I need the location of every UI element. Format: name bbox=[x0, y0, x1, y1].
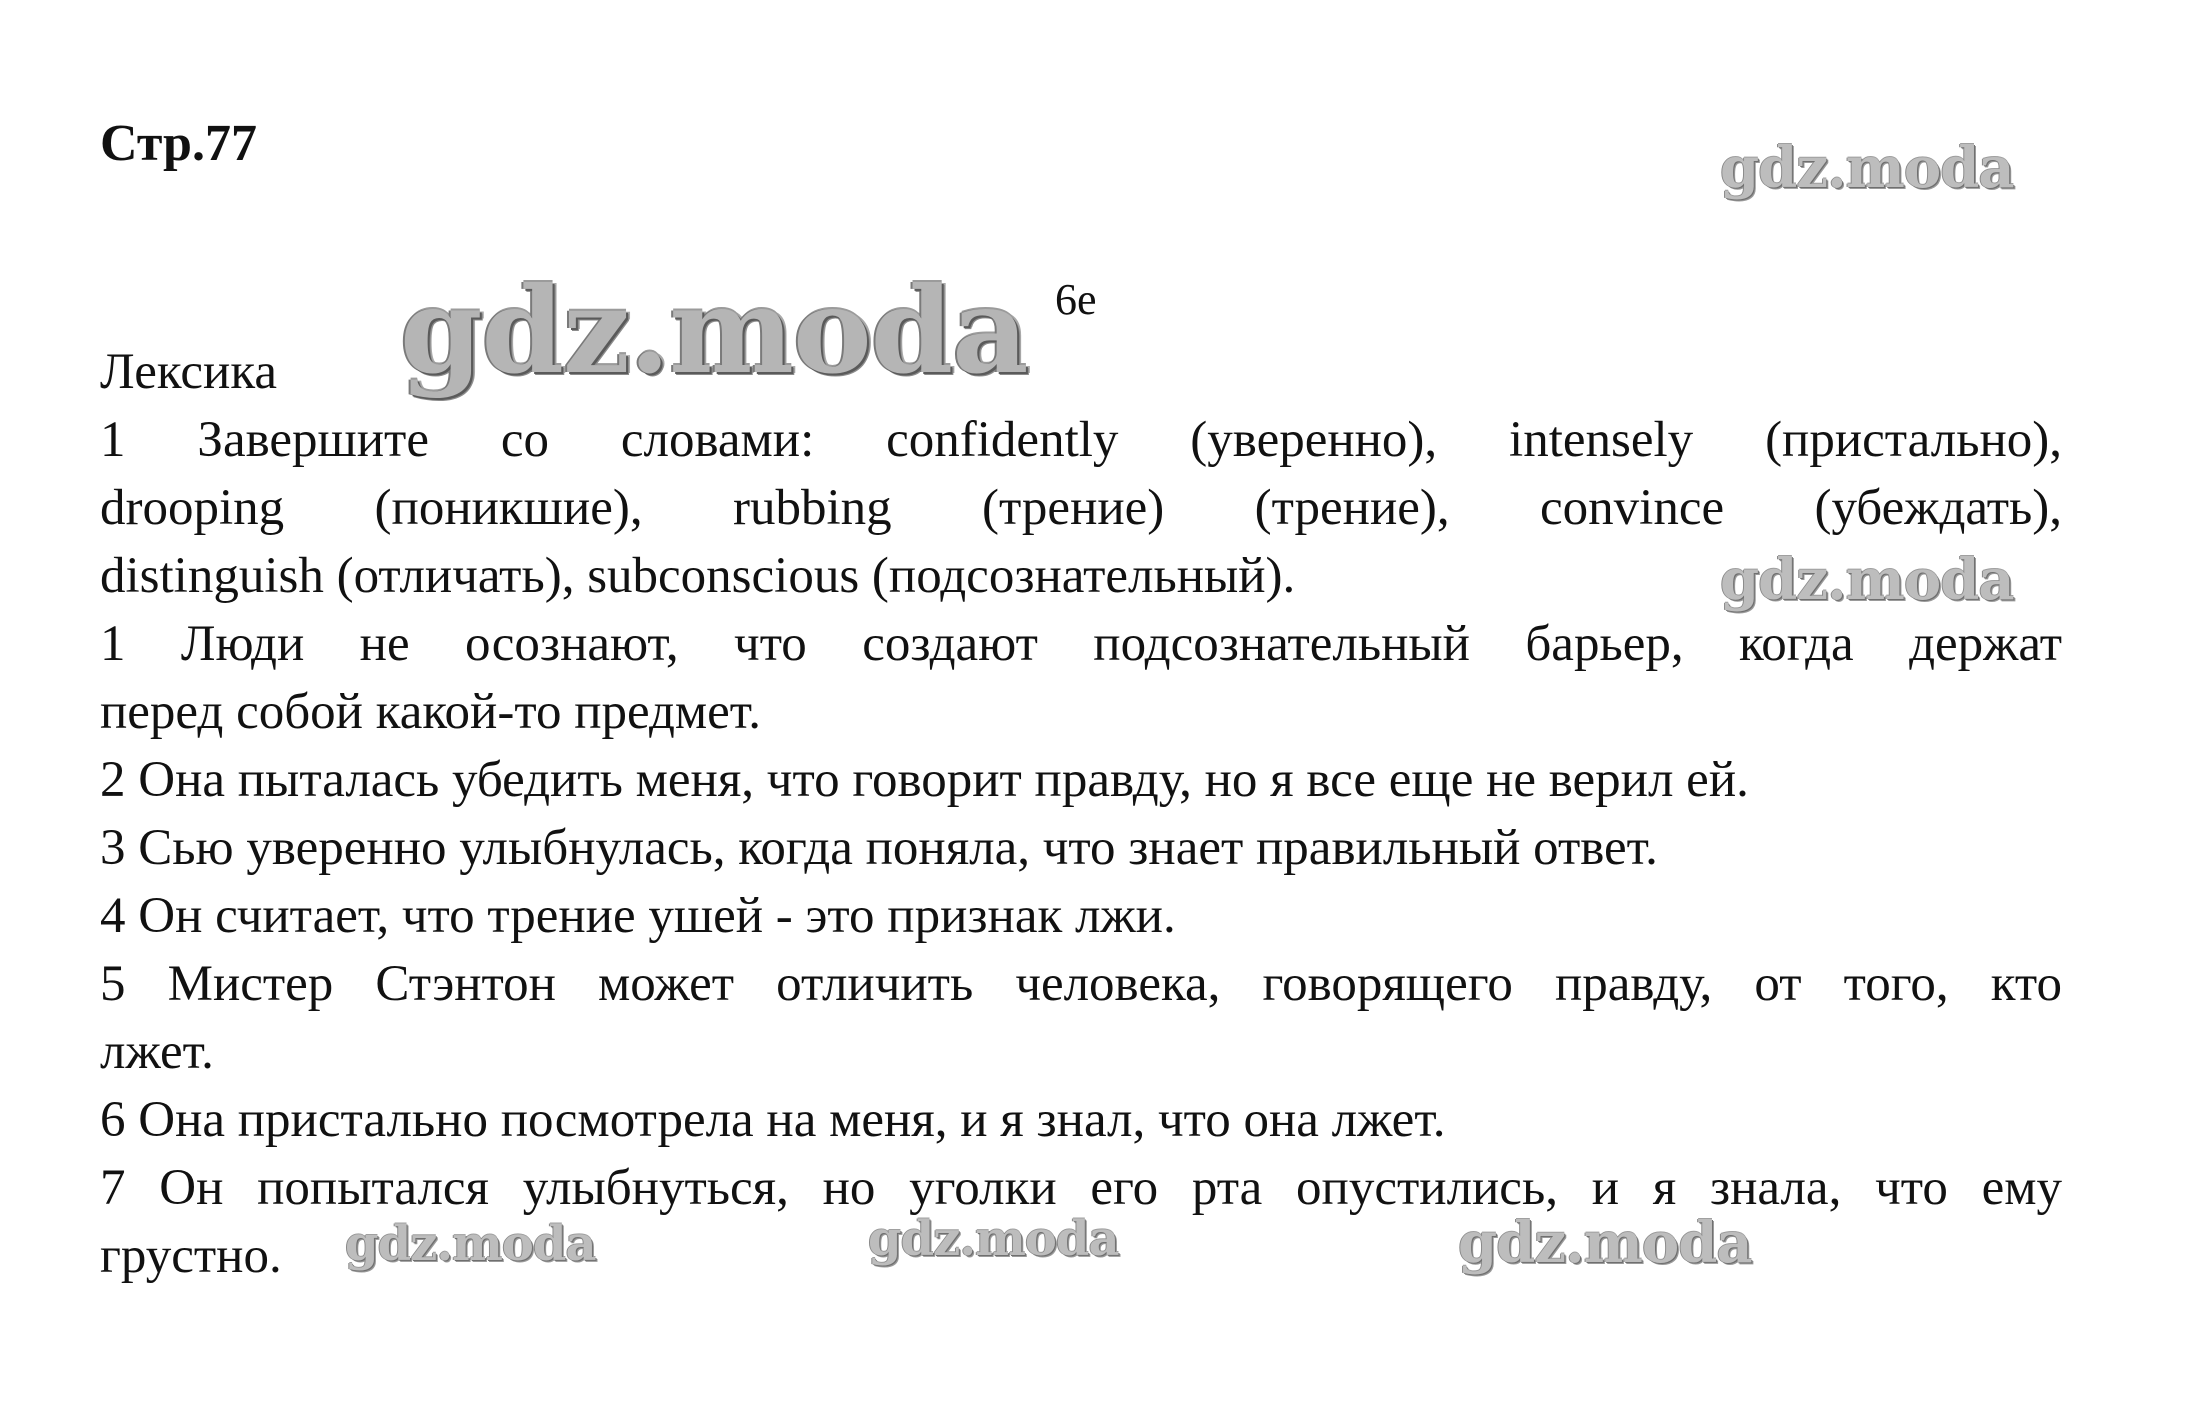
sentence-5-line-2: лжет. bbox=[100, 1024, 214, 1080]
task-instruction-line-1: 1 Завершите со словами: confidently (уверенно), intensely (пристально), bbox=[100, 412, 2062, 468]
sentence-6: 6 Она пристально посмотрела на меня, и я знал, что она лжет. bbox=[100, 1092, 1446, 1148]
sentence-4: 4 Он считает, что трение ушей - это признак лжи. bbox=[100, 888, 1176, 944]
watermark-logo-large: gdz.moda bbox=[400, 261, 1028, 400]
watermark-logo: gdz.moda bbox=[868, 1211, 1119, 1267]
section-mark: 6e bbox=[1055, 275, 1097, 324]
watermark-logo: gdz.moda bbox=[1720, 547, 2014, 613]
sentence-2: 2 Она пыталась убедить меня, что говорит правду, но я все еще не верил ей. bbox=[100, 752, 1749, 808]
page-number: Стр.77 bbox=[100, 115, 257, 172]
exercise-content bbox=[100, 338, 2062, 1290]
sentence-1-line-1: 1 Люди не осознают, что создают подсознательный барьер, когда держат bbox=[100, 616, 2062, 672]
sentence-1-line-2: перед собой какой-то предмет. bbox=[100, 684, 762, 740]
task-instruction-line-3: distinguish (отличать), subconscious (подсознательный). bbox=[100, 548, 1296, 604]
task-instruction-line-2: drooping (поникшие), rubbing (трение) (трение), convince (убеждать), bbox=[100, 480, 2062, 536]
watermark-logo: gdz.moda bbox=[1458, 1210, 1752, 1276]
sentence-7-line-1: 7 Он попытался улыбнуться, но уголки его рта опустились, и я знала, что ему bbox=[100, 1160, 2062, 1216]
section-heading: Лексика bbox=[100, 344, 277, 400]
sentence-7-line-2: грустно. bbox=[100, 1228, 282, 1284]
sentence-3: 3 Сью уверенно улыбнулась, когда поняла, что знает правильный ответ. bbox=[100, 820, 1658, 876]
sentence-5-line-1: 5 Мистер Стэнтон может отличить человека, говорящего правду, от того, кто bbox=[100, 956, 2062, 1012]
watermark-logo: gdz.moda bbox=[345, 1216, 596, 1272]
watermark-logo: gdz.moda bbox=[1720, 135, 2014, 201]
